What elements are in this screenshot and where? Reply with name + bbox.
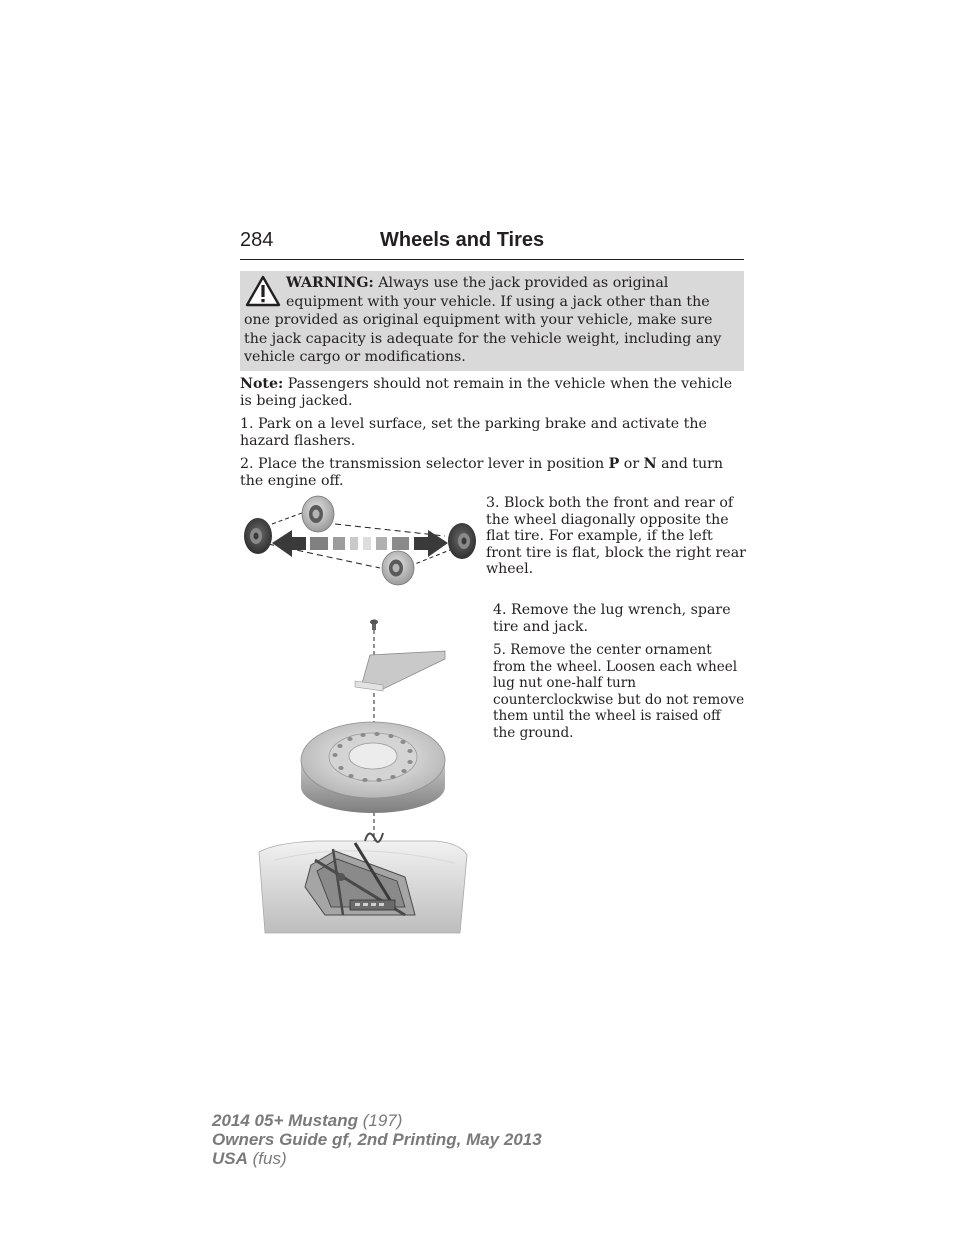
step-4: 4. Remove the lug wrench, spare tire and jack. [493, 602, 731, 635]
wheel-blocking-illustration [240, 492, 480, 586]
step-1: 1. Park on a level surface, set the parking brake and activate the hazard flashers. [240, 416, 707, 449]
spare-tire-removal-illustration [255, 615, 470, 935]
footer-model-code: (197) [358, 1111, 403, 1130]
footer-region-code: (fus) [247, 1149, 287, 1168]
step-2-or: or [619, 456, 644, 472]
note-text: Passengers should not remain in the vehicle when the vehicle is being jacked. [240, 376, 733, 409]
note-label: Note: [240, 376, 284, 392]
step-2 [240, 456, 744, 489]
footer-region: USA [212, 1149, 248, 1168]
page-footer [212, 1111, 542, 1168]
footer-model-line [212, 1111, 542, 1130]
note-paragraph [240, 376, 744, 409]
page-header [240, 229, 744, 260]
step-5: 5. Remove the center ornament from the wheel. Loosen each wheel lug nut one-half turn counterclockwise but do not remove them until the wheel is raised off the ground. [493, 642, 745, 741]
gear-p: P [608, 456, 620, 472]
warning-text: Always use the jack provided as original equipment with your vehicle. If using a jack other than the one provided as original equipment with your vehicle, make sure the jack capacity is adequate for the vehicle weight, including any vehicle cargo or modifications. [244, 275, 722, 365]
footer-guide-line [212, 1130, 542, 1149]
footer-guide: Owners Guide gf, 2nd Printing, May 2013 [212, 1130, 542, 1149]
footer-region-line [212, 1149, 542, 1168]
page-number: 284 [240, 229, 274, 251]
warning-box [240, 271, 744, 371]
step-3: 3. Block both the front and rear of the wheel diagonally opposite the flat tire. For example, if the left front tire is flat, block the right rear wheel. [486, 495, 746, 577]
step-2-text-b: and turn the engine off. [240, 456, 724, 489]
warning-label: WARNING: [286, 275, 374, 291]
section-title: Wheels and Tires [380, 229, 545, 251]
warning-triangle-icon [244, 274, 282, 308]
step-2-text-a: 2. Place the transmission selector lever in position [240, 456, 609, 472]
footer-model: 2014 05+ Mustang [212, 1111, 358, 1130]
gear-n: N [643, 456, 657, 472]
